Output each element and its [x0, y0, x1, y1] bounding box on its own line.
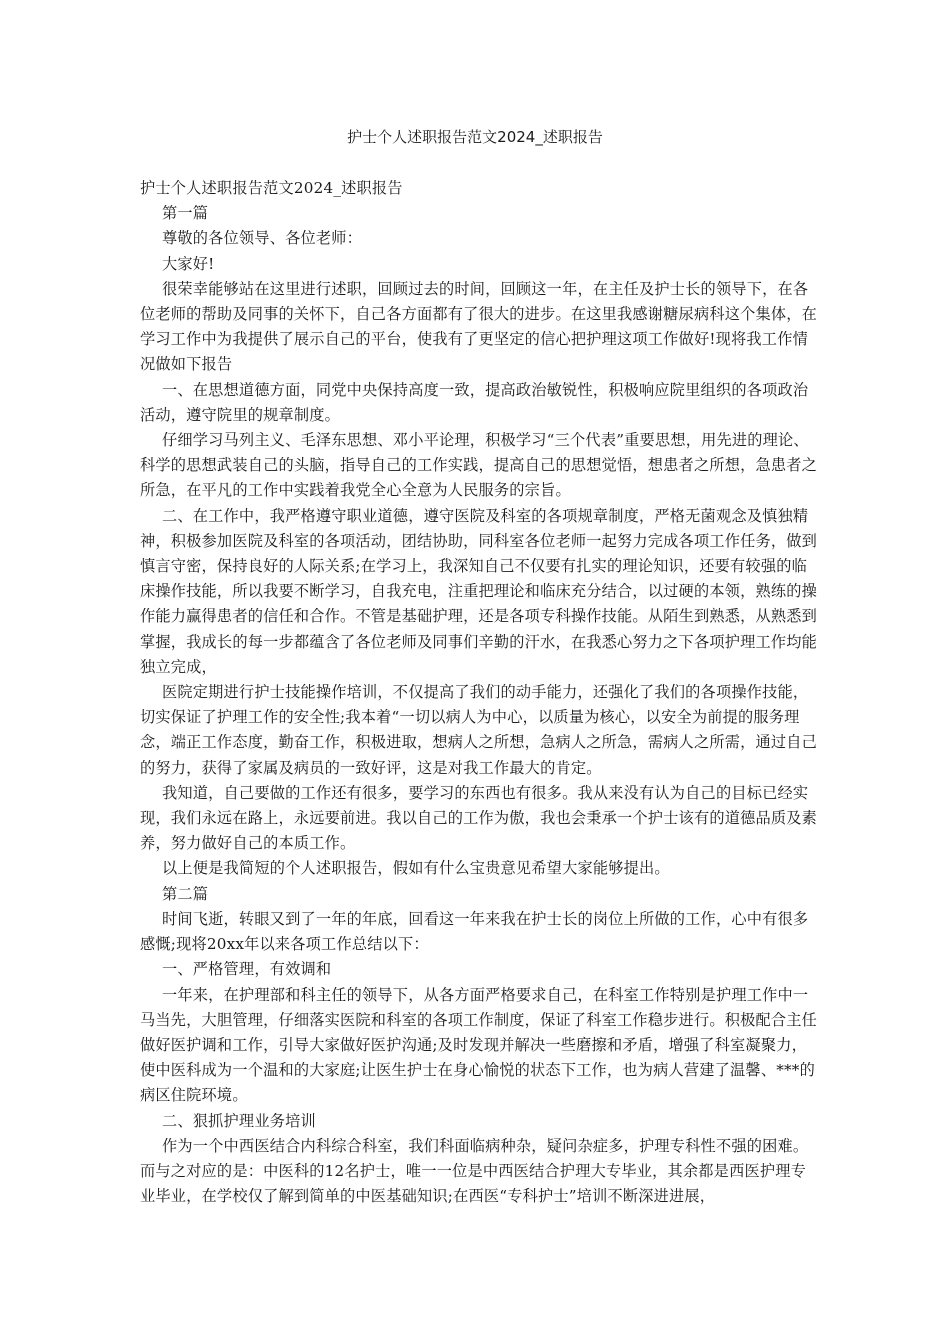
paragraph: 一、严格管理，有效调和 — [162, 960, 332, 979]
paragraph: 尊敬的各位领导、各位老师： — [162, 229, 363, 248]
paragraph: 我知道，自己要做的工作还有很多，要学习的东西也有很多。我从来没有认为自己的目标已经实现，我们永远在路上，永远要前进。我以自己的工作为傲，我也会秉承一个护士该有的道德品质及素养，努力做好自己的本质工作。 — [140, 783, 818, 853]
paragraph: 仔细学习马列主义、毛泽东思想、邓小平论理，积极学习“三个代表”重要思想，用先进的理论、科学的思想武装自己的头脑，指导自己的工作实践，提高自己的思想觉悟，想患者之所想，急患者之所急，在平凡的工作中实践着我党全心全意为人民服务的宗旨。 — [140, 431, 818, 500]
paragraph: 很荣幸能够站在这里进行述职，回顾过去的时间，回顾这一年，在主任及护士长的领导下，在各位老师的帮助及同事的关怀下，自己各方面都有了很大的进步。在这里我感谢糖尿病科这个集体，在学习工作中为我提供了展示自己的平台，使我有了更坚定的信心把护理这项工作做好!现将我工作情况做如下报告 — [140, 279, 818, 374]
paragraph: 一年来，在护理部和科主任的领导下，从各方面严格要求自己，在科室工作特别是护理工作中一马当先，大胆管理，仔细落实医院和科室的各项工作制度，保证了科室工作稳步进行。积极配合主任做好医护调和工作，引导大家做好医护沟通;及时发现并解决一些磨擦和矛盾，增强了科室凝聚力，使中医科成为一个温和的大家庭;让医生护士在身心愉悦的状态下工作，也为病人营建了温馨、***的病区住院环境。 — [140, 985, 818, 1105]
paragraph: 作为一个中西医结合内科综合科室，我们科面临病种杂，疑问杂症多，护理专科性不强的困难。而与之对应的是：中医科的12名护士，唯一一位是中西医结合护理大专毕业，其余都是西医护理专业毕业，在学校仅了解到简单的中医基础知识;在西医“专科护士”培训不断深进进展， — [140, 1136, 809, 1206]
paragraph: 时间飞逝，转眼又到了一年的年底，回看这一年来我在护士长的岗位上所做的工作，心中有很多感慨;现将20xx年以来各项工作总结以下： — [140, 909, 809, 954]
document-body — [140, 176, 820, 1209]
paragraph: 二、在工作中，我严格遵守职业道德，遵守医院及科室的各项规章制度，严格无菌观念及慎独精神，积极参加医院及科室的各项活动，团结协助，同科室各位老师一起努力完成各项工作任务，做到慎言守密，保持良好的人际关系;在学习上，我深知自己不仅要有扎实的理论知识，还要有较强的临床操作技能，所以我要不断学习，自我充电，注重把理论和临床充分结合，以过硬的本领，熟练的操作能力赢得患者的信任和合作。不管是基础护理，还是各项专科操作技能。从陌生到熟悉，从熟悉到掌握，我成长的每一步都蕴含了各位老师及同事们辛勤的汗水，在我悉心努力之下各项护理工作均能独立完成， — [140, 506, 818, 676]
paragraph: 护士个人述职报告范文2024_述职报告 — [140, 179, 403, 197]
paragraph: 一、在思想道德方面，同党中央保持高度一致，提高政治敏锐性，积极响应院里组织的各项政治活动，遵守院里的规章制度。 — [140, 380, 809, 424]
paragraph: 医院定期进行护士技能操作培训，不仅提高了我们的动手能力，还强化了我们的各项操作技能，切实保证了护理工作的安全性;我本着“一切以病人为中心，以质量为核心，以安全为前提的服务理念，端正工作态度，勤奋工作，积极进取，想病人之所想，急病人之所急，需病人之所需，通过自己的努力，获得了家属及病员的一致好评，这是对我工作最大的肯定。 — [140, 683, 818, 777]
paragraph: 以上便是我简短的个人述职报告，假如有什么宝贵意见希望大家能够提出。 — [162, 859, 670, 878]
paragraph: 第一篇 — [162, 204, 209, 223]
paragraph: 二、狠抓护理业务培训 — [162, 1111, 316, 1130]
paragraph: 第二篇 — [162, 884, 209, 903]
paragraph: 大家好! — [162, 254, 215, 273]
page-title: 护士个人述职报告范文2024_述职报告 — [347, 128, 603, 146]
